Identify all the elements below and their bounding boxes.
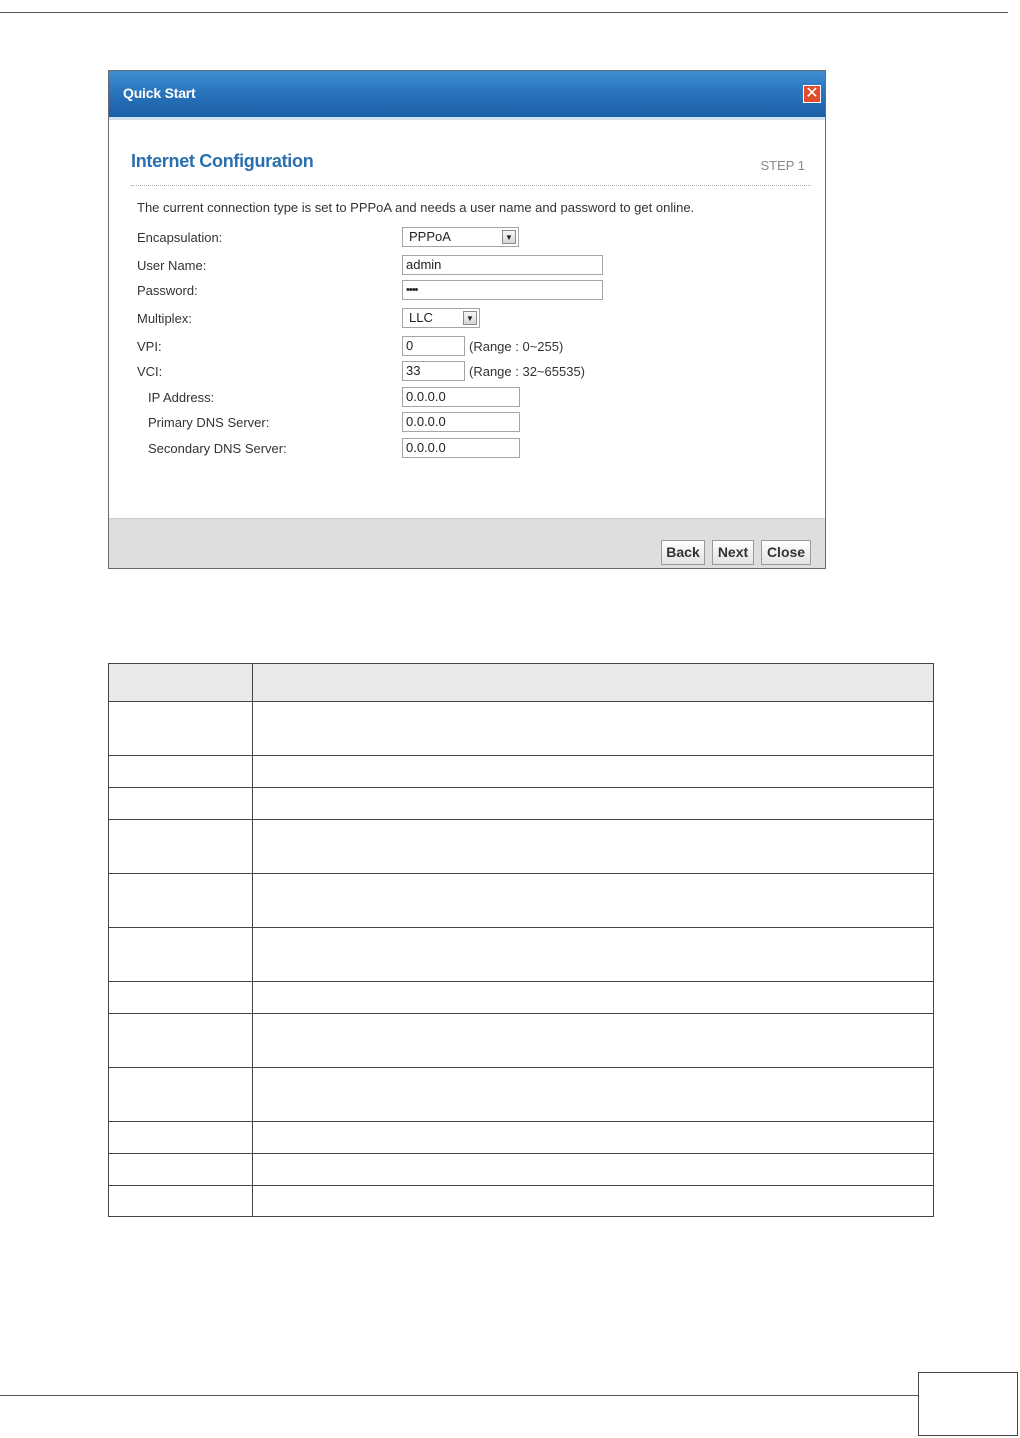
vpi-range-hint: (Range : 0~255) [469,339,564,354]
encapsulation-value: PPPoA [409,229,451,244]
primary-dns-input[interactable]: 0.0.0.0 [402,412,520,432]
secondary-dns-label: Secondary DNS Server: [148,441,287,456]
chevron-down-icon: ▼ [463,311,477,325]
multiplex-select[interactable] [402,308,480,328]
vci-input[interactable]: 33 [402,361,465,381]
header-rule [0,12,1008,13]
intro-text: The current connection type is set to PPPoA and needs a user name and password to get online. [137,200,695,215]
table-row [108,1153,934,1185]
dialog-title: Quick Start [123,85,196,101]
dialog-titlebar [109,71,825,117]
footer-rule [0,1395,918,1396]
table-row [108,873,934,927]
password-label: Password: [137,283,198,298]
close-icon[interactable]: ✕ [803,85,821,103]
table-row [108,787,934,819]
table-row [108,927,934,981]
encapsulation-select[interactable] [402,227,519,247]
primary-dns-label: Primary DNS Server: [148,415,270,430]
table-header-row [108,663,934,701]
close-button[interactable]: Close [761,540,811,565]
table-row [108,1013,934,1067]
secondary-dns-input[interactable]: 0.0.0.0 [402,438,520,458]
next-button[interactable]: Next [712,540,754,565]
table-row [108,755,934,787]
table-row [108,1121,934,1153]
quick-start-dialog [108,70,826,569]
username-input[interactable]: admin [402,255,603,275]
description-table [108,663,934,1217]
page-number-box [918,1372,1018,1436]
table-row [108,981,934,1013]
step-label: STEP 1 [760,158,805,173]
section-divider [131,185,811,186]
table-row [108,819,934,873]
vpi-input[interactable]: 0 [402,336,465,356]
table-row [108,1185,934,1217]
back-button[interactable]: Back [661,540,705,565]
multiplex-value: LLC [409,310,433,325]
vci-label: VCI: [137,364,163,379]
multiplex-label: Multiplex: [137,311,192,326]
dialog-footer [109,518,825,568]
chevron-down-icon: ▼ [502,230,516,244]
vpi-label: VPI: [137,339,162,354]
titlebar-edge [109,117,825,120]
ip-address-input[interactable]: 0.0.0.0 [402,387,520,407]
encapsulation-label: Encapsulation: [137,230,223,245]
ip-address-label: IP Address: [148,390,215,405]
vci-range-hint: (Range : 32~65535) [469,364,586,379]
username-label: User Name: [137,258,207,273]
table-row [108,701,934,755]
section-title: Internet Configuration [131,151,314,171]
table-row [108,1067,934,1121]
password-input[interactable]: •••• [402,280,603,300]
